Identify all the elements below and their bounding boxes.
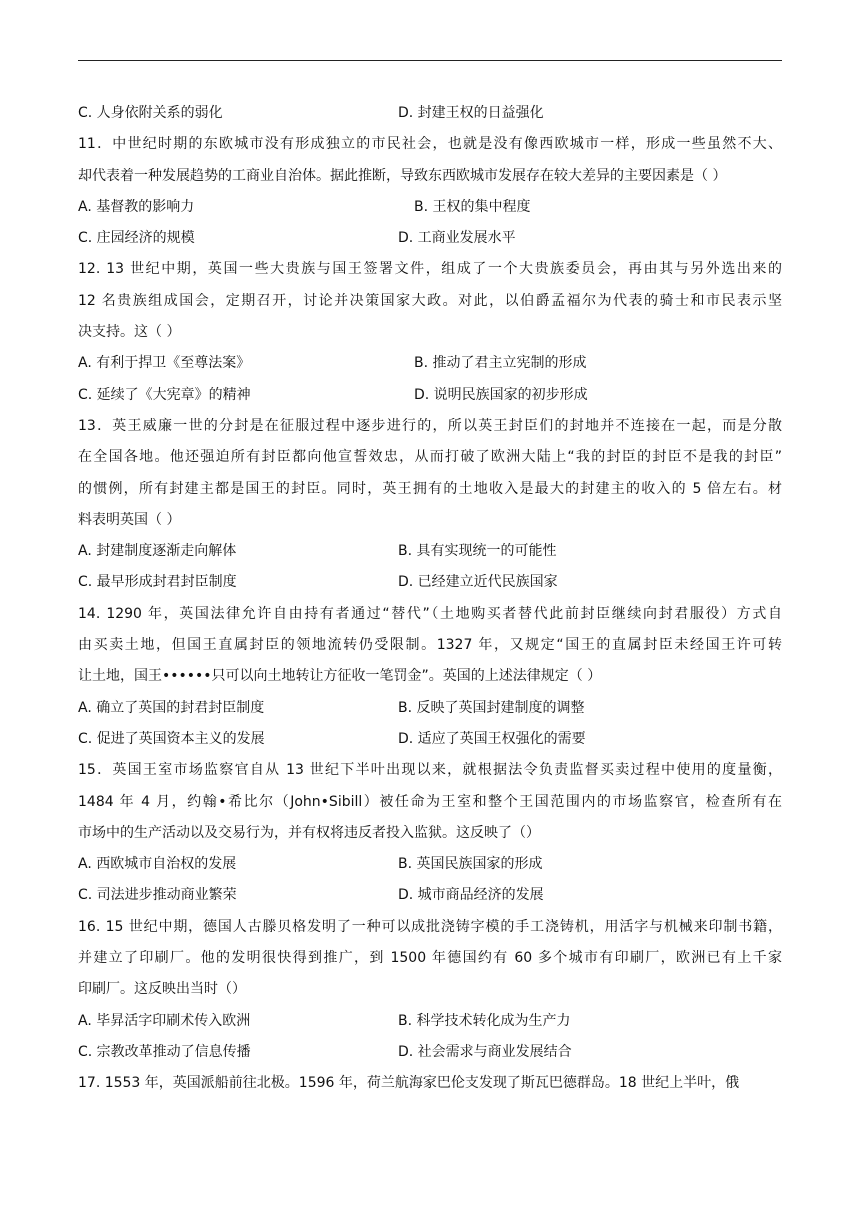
question-stem-line: 的惯例，所有封建主都是国王的封臣。同时，英王拥有的土地收入是最大的封建主的收入的 5 倍左右。材 [78, 480, 782, 497]
question-stem: 14. 1290 年，英国法律允许自由持有者通过“替代”（土地购买者替代此前封臣继续向封君服役）方式自 [78, 605, 782, 622]
option-row [78, 567, 782, 598]
question-block [78, 254, 782, 410]
option-row [78, 880, 782, 911]
question-block [78, 755, 782, 911]
question-block [78, 98, 782, 129]
option-left: C. 司法进步推动商业繁荣 [78, 887, 237, 904]
option-left: C. 延续了《大宪章》的精神 [78, 386, 251, 403]
question-stem: 11．中世纪时期的东欧城市没有形成独立的市民社会，也就是没有像西欧城市一样，形成一些虽然不大、 [78, 136, 782, 153]
option-right: B. 科学技术转化成为生产力 [398, 1012, 571, 1029]
option-left: C. 促进了英国资本主义的发展 [78, 730, 265, 747]
option-left: C. 宗教改革推动了信息传播 [78, 1043, 251, 1060]
question-block [78, 599, 782, 755]
option-right: B. 反映了英国封建制度的调整 [398, 699, 585, 716]
question-stem-line: 让土地，国王••••••只可以向土地转让方征收一笔罚金”。英国的上述法律规定（ ） [78, 668, 602, 685]
option-row [78, 1006, 782, 1037]
option-right: D. 社会需求与商业发展结合 [398, 1043, 572, 1060]
option-left: C. 最早形成封君封臣制度 [78, 574, 237, 591]
option-right: B. 英国民族国家的形成 [398, 856, 543, 873]
question-stem: 16. 15 世纪中期，德国人古滕贝格发明了一种可以成批浇铸字模的手工浇铸机，用活字与机械来印制书籍， [78, 918, 782, 935]
option-left: C. 人身依附关系的弱化 [78, 105, 223, 121]
question-stem-line: 12 名贵族组成国会，定期召开，讨论并决策国家大政。对此，以伯爵孟福尔为代表的骑士和市民表示坚 [78, 292, 782, 309]
option-left: A. 基督教的影响力 [78, 198, 195, 215]
option-left: A. 确立了英国的封君封臣制度 [78, 699, 265, 716]
question-stem-line: 由买卖土地，但国王直属封臣的领地流转仍受限制。1327 年，又规定“国王的直属封臣未经国王许可转 [78, 637, 782, 654]
option-row [78, 380, 782, 411]
option-right: D. 说明民族国家的初步形成 [414, 386, 588, 403]
question-stem-line: 市场中的生产活动以及交易行为，并有权将违反者投入监狱。这反映了（） [78, 824, 540, 841]
question-stem-line: 1484 年 4 月，约翰•希比尔（John•Sibill）被任命为王室和整个王国范围内的市场监察官，检查所有在 [78, 793, 782, 810]
option-right: B. 推动了君主立宪制的形成 [414, 355, 587, 372]
question-stem-line: 印刷厂。这反映出当时（） [78, 981, 246, 998]
question-stem-line: 在全国各地。他还强迫所有封臣都向他宣誓效忠，从而打破了欧洲大陆上“我的封臣的封臣不是我的封臣” [78, 449, 782, 466]
option-left: A. 毕昇活字印刷术传入欧洲 [78, 1012, 251, 1029]
option-right: D. 工商业发展水平 [398, 230, 516, 247]
option-row [78, 223, 782, 254]
question-block [78, 1068, 782, 1099]
question-stem-line: 决支持。这（ ） [78, 324, 181, 341]
option-right: D. 城市商品经济的发展 [398, 887, 544, 904]
option-left: A. 封建制度逐渐走向解体 [78, 543, 237, 560]
option-left: A. 西欧城市自治权的发展 [78, 856, 237, 873]
question-stem: 13．英王威廉一世的分封是在征服过程中逐步进行的，所以英王封臣们的封地并不连接在一起，而是分散 [78, 417, 782, 434]
question-block [78, 912, 782, 1068]
question-block [78, 411, 782, 599]
option-right: D. 封建王权的日益强化 [398, 105, 544, 121]
header-rule [78, 60, 782, 61]
question-list [78, 98, 782, 1100]
option-right: B. 王权的集中程度 [414, 198, 531, 215]
question-block [78, 129, 782, 254]
question-stem-line: 并建立了印刷厂。他的发明很快得到推广，到 1500 年德国约有 60 多个城市有印刷厂，欧洲已有上千家 [78, 950, 782, 967]
option-row [78, 348, 782, 379]
option-row [78, 536, 782, 567]
question-stem: 12. 13 世纪中期，英国一些大贵族与国王签署文件，组成了一个大贵族委员会，再由其与另外选出来的 [78, 261, 782, 278]
option-left: A. 有利于捍卫《至尊法案》 [78, 355, 251, 372]
option-row [78, 1037, 782, 1068]
option-right: B. 具有实现统一的可能性 [398, 543, 557, 560]
option-right: D. 适应了英国王权强化的需要 [398, 730, 586, 747]
option-row [78, 724, 782, 755]
option-row [78, 192, 782, 223]
question-stem: 17. 1553 年，英国派船前往北极。1596 年，荷兰航海家巴伦支发现了斯瓦巴德群岛。18 世纪上半叶，俄 [78, 1075, 740, 1092]
option-row [78, 849, 782, 880]
option-left: C. 庄园经济的规模 [78, 230, 195, 247]
option-right: D. 已经建立近代民族国家 [398, 574, 558, 591]
option-row [78, 98, 782, 129]
question-stem-line: 料表明英国（ ） [78, 511, 181, 528]
question-stem-line: 却代表着一种发展趋势的工商业自治体。据此推断，导致东西欧城市发展存在较大差异的主要因素是（ ） [78, 167, 727, 184]
question-stem: 15．英国王室市场监察官自从 13 世纪下半叶出现以来，就根据法令负责监督买卖过程中使用的度量衡， [78, 762, 782, 779]
option-row [78, 693, 782, 724]
